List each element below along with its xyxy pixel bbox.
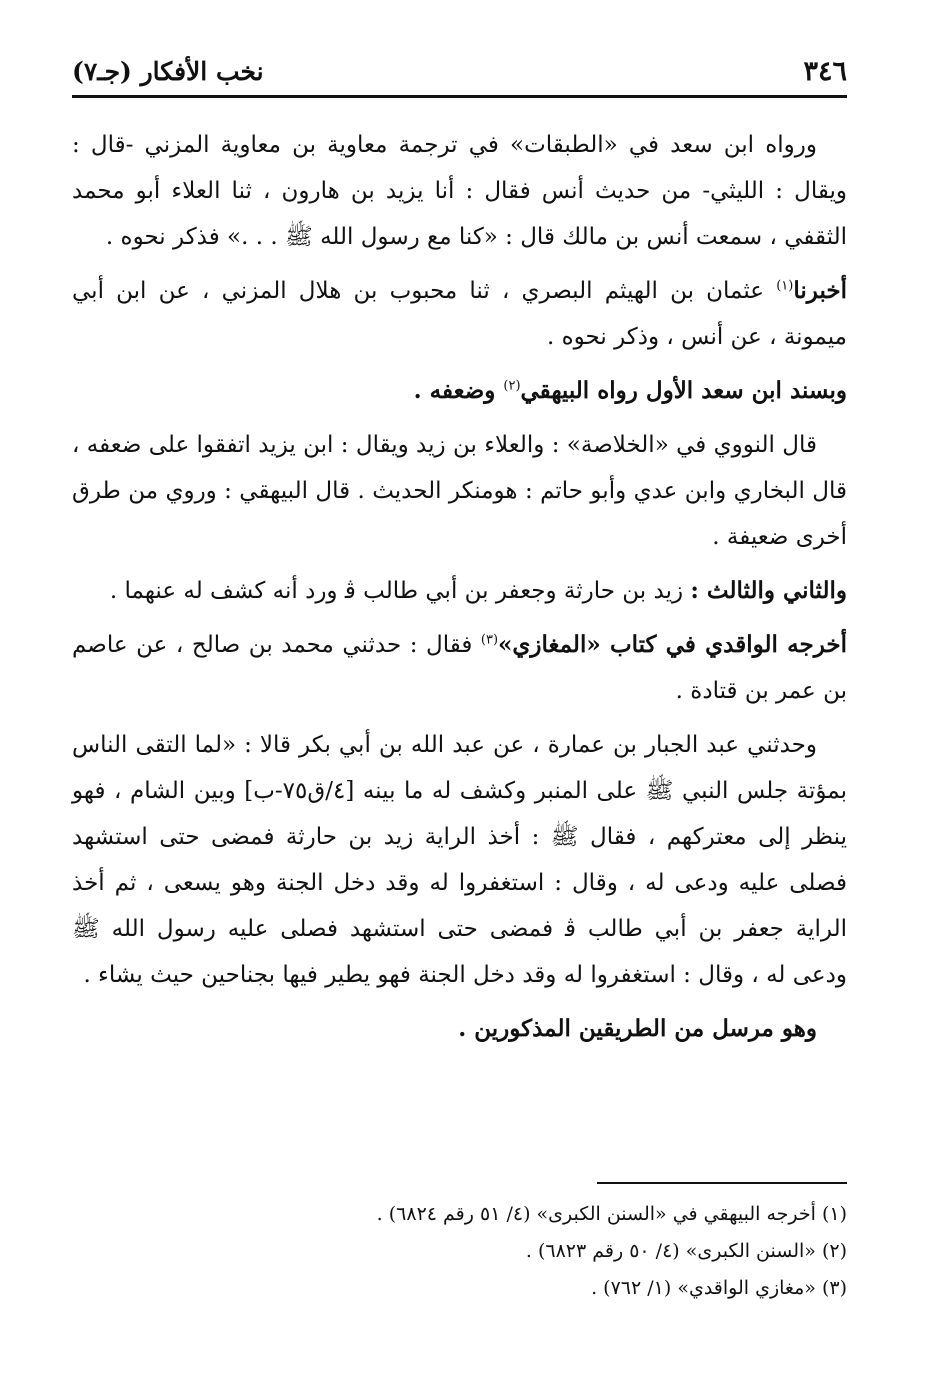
paragraph-lead: وهو مرسل من الطريقين المذكورين . <box>458 1015 817 1042</box>
footnote-1: (١) أخرجه البيهقي في «السنن الكبرى» (٤/ ٥١ رقم ٦٨٢٤) . <box>376 1203 847 1225</box>
paragraph-lead: أخبرنا <box>793 277 847 304</box>
paragraph-ibn-saad <box>72 122 847 260</box>
paragraph-text: وضعفه . <box>413 377 504 404</box>
paragraph-lead: أخرجه الواقدي في كتاب «المغازي» <box>498 631 847 658</box>
footnote-rule <box>597 1182 847 1184</box>
footnote-ref: (٣) <box>480 632 499 648</box>
footnote-3: (٣) «مغازي الواقدي» (١/ ٧٦٢) . <box>591 1277 847 1299</box>
page-number: ٣٤٦ <box>803 55 847 87</box>
footnotes <box>72 1196 847 1307</box>
footnote-ref: (٢) <box>503 378 521 394</box>
paragraph-waqidi <box>72 622 847 714</box>
paragraph-lead: وبسند ابن سعد الأول رواه البيهقي <box>520 377 847 404</box>
header-rule <box>72 95 847 98</box>
paragraph-second-third <box>72 568 847 614</box>
paragraph-nawawi <box>72 422 847 560</box>
paragraph-text: ورواه ابن سعد في «الطبقات» في ترجمة معاوية بن معاوية المزني -قال : ويقال : الليثي- من حديث أنس فقال : أنا يزيد بن هارون ، ثنا العلاء أبو محمد الثقفي ، سمعت أنس بن مالك قال : «كنا مع رسول الله ﷺ . . .» فذكر نحوه . <box>72 132 847 250</box>
paragraph-mursal <box>72 1006 847 1052</box>
paragraph-text: فقال : حدثني محمد بن صالح ، عن عاصم بن عمر بن قتادة . <box>72 632 847 704</box>
paragraph-akhbarana <box>72 268 847 360</box>
paragraph-lead: والثاني والثالث : <box>690 577 847 604</box>
paragraph-bayhaqi <box>72 368 847 414</box>
book-title: نخب الأفكار (جـ٧) <box>72 56 264 86</box>
paragraph-text: قال النووي في «الخلاصة» : والعلاء بن زيد ويقال : ابن يزيد اتفقوا على ضعفه ، قال البخاري وابن عدي وأبو حاتم : هومنكر الحديث . قال البيهقي : وروي من طرق أخرى ضعيفة . <box>72 432 847 550</box>
paragraph-text: زيد بن حارثة وجعفر بن أبي طالب ﭬ ورد أنه كشف له عنهما . <box>109 578 691 604</box>
paragraph-text: عثمان بن الهيثم البصري ، ثنا محبوب بن هلال المزني ، عن ابن أبي ميمونة ، عن أنس ، وذكر نحوه . <box>72 278 847 350</box>
footnote-ref: (١) <box>776 278 794 294</box>
paragraph-mutah <box>72 722 847 998</box>
main-text <box>72 122 847 1060</box>
footnote-2: (٢) «السنن الكبرى» (٤/ ٥٠ رقم ٦٨٢٣) . <box>525 1240 847 1262</box>
paragraph-text: وحدثني عبد الجبار بن عمارة ، عن عبد الله بن أبي بكر قالا : «لما التقى الناس بمؤتة جلس النبي ﷺ على المنبر وكشف له ما بينه [٤/ق٧٥-ب] وبين الشام ، فهو ينظر إلى معتركهم ، فقال ﷺ : أخذ الراية زيد بن حارثة فمضى حتى استشهد فصلى عليه ودعى له ، وقال : استغفروا له وقد دخل الجنة وهو يسعى ، ثم أخذ الراية جعفر بن أبي طالب ﭬ فمضى حتى استشهد فصلى عليه رسول الله ﷺ ودعى له ، وقال : استغفروا له وقد دخل الجنة فهو يطير فيها بجناحين حيث يشاء . <box>72 732 847 988</box>
page-header <box>72 48 847 94</box>
